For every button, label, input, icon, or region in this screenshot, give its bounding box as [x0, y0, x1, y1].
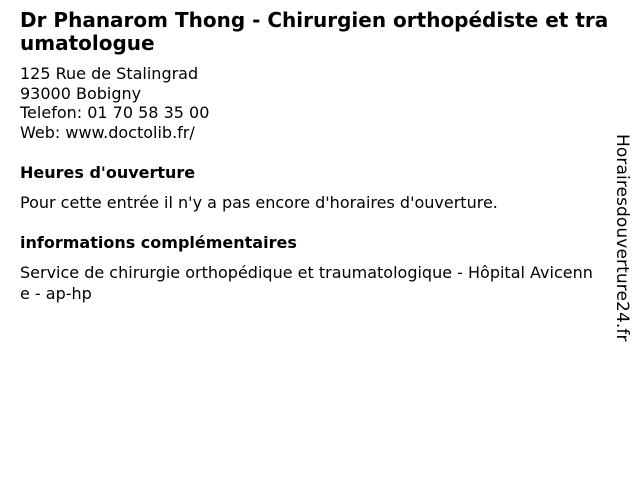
info-heading: informations complémentaires	[20, 233, 297, 252]
site-watermark: Horairesdouverture24.fr	[612, 134, 632, 342]
hours-heading: Heures d'ouverture	[20, 163, 196, 182]
page-title: Dr Phanarom Thong - Chirurgien orthopédiste et traumatologue	[20, 8, 609, 55]
city-postcode: 93000 Bobigny	[20, 83, 142, 103]
listing-content	[20, 9, 610, 304]
street-address: 125 Rue de Stalingrad	[20, 64, 199, 83]
website: Web: www.doctolib.fr/	[20, 122, 195, 142]
info-text: Service de chirurgie orthopédique et traumatologique - Hôpital Avicenne - ap-hp	[20, 263, 593, 303]
phone-number: Telefon: 01 70 58 35 00	[20, 103, 210, 122]
hours-text: Pour cette entrée il n'y a pas encore d'horaires d'ouverture.	[20, 193, 498, 212]
address-block	[20, 64, 610, 142]
